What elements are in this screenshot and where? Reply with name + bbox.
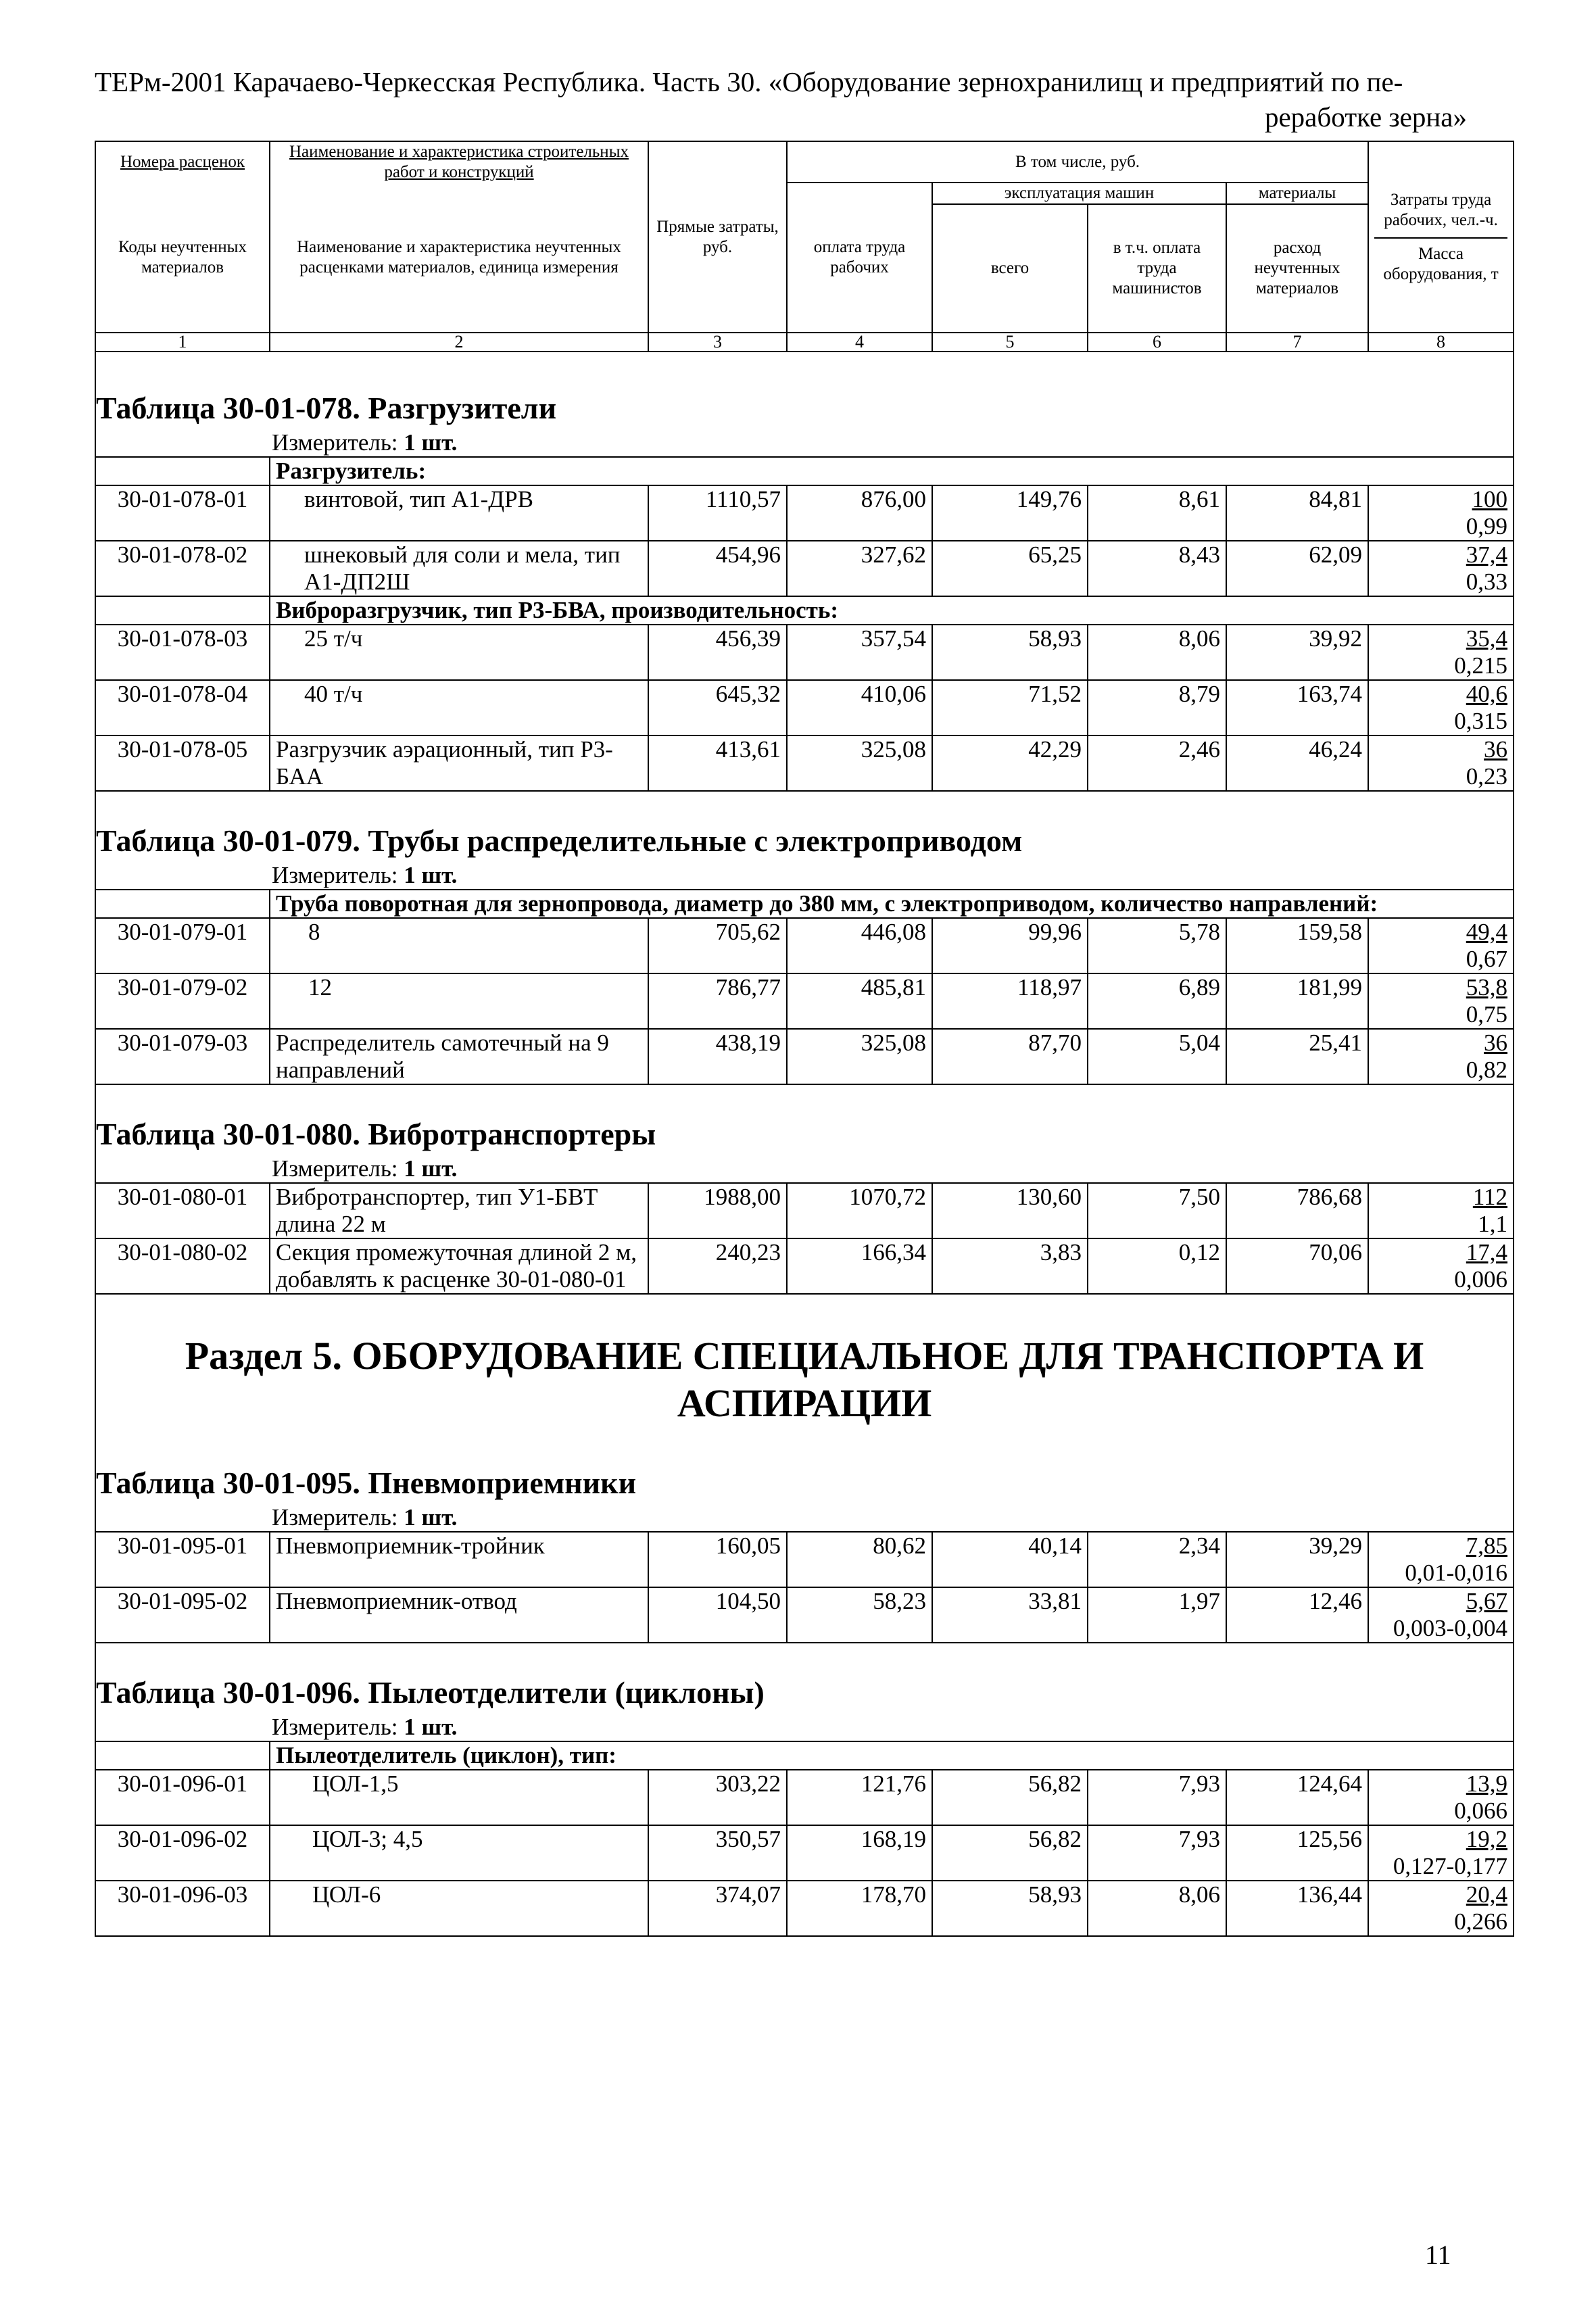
machinist-cost: 2,34 <box>1088 1532 1226 1587</box>
group-label: Труба поворотная для зернопровода, диаметр до 380 мм, с электроприводом, количество направлений: <box>270 890 1514 918</box>
labor-hours: 7,85 <box>1466 1533 1508 1559</box>
measure-unit: 1 шт. <box>404 1155 458 1182</box>
table-row <box>95 1183 1514 1238</box>
equipment-mass: 0,82 <box>1466 1057 1508 1083</box>
material-cost: 786,68 <box>1226 1183 1368 1238</box>
labor-cost: 325,08 <box>787 1029 932 1084</box>
table-row <box>95 1532 1514 1587</box>
rate-code: 30-01-078-05 <box>95 735 270 791</box>
page-header <box>95 64 1467 135</box>
labor-cost: 166,34 <box>787 1238 932 1294</box>
machine-cost: 3,83 <box>932 1238 1088 1294</box>
rate-name: винтовой, тип А1-ДРВ <box>270 485 648 541</box>
col-number: 7 <box>1226 333 1368 352</box>
rate-name: Секция промежуточная длиной 2 м, добавлять к расценке 30-01-080-01 <box>270 1238 648 1294</box>
rate-code: 30-01-079-02 <box>95 973 270 1029</box>
table-title-row <box>95 791 1514 859</box>
material-cost: 70,06 <box>1226 1238 1368 1294</box>
labor-cost: 357,54 <box>787 625 932 680</box>
labor-cost: 58,23 <box>787 1587 932 1643</box>
direct-cost: 454,96 <box>648 541 787 596</box>
equipment-mass: 0,01-0,016 <box>1405 1560 1508 1586</box>
col-5-header: всего <box>932 204 1088 333</box>
col-7-header: расход неучтенных материалов <box>1226 204 1368 333</box>
rate-name: Вибротранспортер, тип У1-БВТ длина 22 м <box>270 1183 648 1238</box>
rate-code: 30-01-078-03 <box>95 625 270 680</box>
material-cost: 181,99 <box>1226 973 1368 1029</box>
labor-cost: 168,19 <box>787 1825 932 1881</box>
direct-cost: 374,07 <box>648 1881 787 1936</box>
col-number: 4 <box>787 333 932 352</box>
direct-cost: 1988,00 <box>648 1183 787 1238</box>
direct-cost: 303,22 <box>648 1770 787 1825</box>
equipment-mass: 0,75 <box>1466 1001 1508 1028</box>
col-2-top: Наименование и характеристика строительных работ и конструкций <box>270 141 648 183</box>
column-numbers-row <box>95 333 1514 352</box>
col-number: 3 <box>648 333 787 352</box>
equipment-mass: 0,003-0,004 <box>1393 1615 1508 1641</box>
machinist-cost: 8,06 <box>1088 625 1226 680</box>
rate-code: 30-01-080-01 <box>95 1183 270 1238</box>
labor-hours: 17,4 <box>1466 1239 1508 1265</box>
equipment-mass: 0,215 <box>1454 652 1508 679</box>
col-1-bottom: Коды неучтенных материалов <box>95 183 270 333</box>
labor-hours: 35,4 <box>1466 625 1508 652</box>
rate-name: Разгрузчик аэрационный, тип Р3-БАА <box>270 735 648 791</box>
table-title: Таблица 30-01-096. Пылеотделители (циклоны) <box>96 1675 765 1710</box>
col-8-bottom: Масса оборудования, т <box>1383 244 1499 283</box>
material-cost: 62,09 <box>1226 541 1368 596</box>
machinist-cost: 7,93 <box>1088 1825 1226 1881</box>
machine-cost: 56,82 <box>932 1770 1088 1825</box>
machinist-cost: 1,97 <box>1088 1587 1226 1643</box>
col-8-header <box>1368 141 1514 333</box>
machinist-cost: 8,61 <box>1088 485 1226 541</box>
table-row <box>95 1029 1514 1084</box>
labor-cost: 121,76 <box>787 1770 932 1825</box>
machine-cost: 42,29 <box>932 735 1088 791</box>
measure-unit: 1 шт. <box>404 429 458 456</box>
col-number: 2 <box>270 333 648 352</box>
materials-header: материалы <box>1226 183 1368 204</box>
machine-cost: 130,60 <box>932 1183 1088 1238</box>
material-cost: 46,24 <box>1226 735 1368 791</box>
labor-mass-cell <box>1368 680 1514 735</box>
machine-cost: 58,93 <box>932 1881 1088 1936</box>
equipment-mass: 1,1 <box>1478 1211 1508 1237</box>
machine-cost: 58,93 <box>932 625 1088 680</box>
rate-code: 30-01-095-01 <box>95 1532 270 1587</box>
equipment-mass: 0,315 <box>1454 708 1508 734</box>
table-row <box>95 1825 1514 1881</box>
labor-cost: 446,08 <box>787 918 932 973</box>
table-title: Таблица 30-01-080. Вибротранспортеры <box>96 1117 656 1151</box>
rate-code: 30-01-080-02 <box>95 1238 270 1294</box>
rate-code: 30-01-096-02 <box>95 1825 270 1881</box>
rate-name: Пневмоприемник-тройник <box>270 1532 648 1587</box>
direct-cost: 160,05 <box>648 1532 787 1587</box>
equipment-mass: 0,99 <box>1466 513 1508 539</box>
machine-cost: 71,52 <box>932 680 1088 735</box>
labor-hours: 19,2 <box>1466 1826 1508 1852</box>
rate-name: шнековый для соли и мела, тип А1-ДП2Ш <box>270 541 648 596</box>
measure-row <box>95 859 1514 890</box>
labor-hours: 40,6 <box>1466 681 1508 707</box>
material-cost: 159,58 <box>1226 918 1368 973</box>
direct-cost: 240,23 <box>648 1238 787 1294</box>
measure-label: Измеритель: <box>272 1155 398 1182</box>
equipment-mass: 0,33 <box>1466 569 1508 595</box>
labor-cost: 325,08 <box>787 735 932 791</box>
table-row <box>95 735 1514 791</box>
machine-cost: 65,25 <box>932 541 1088 596</box>
header-row-2 <box>95 183 1514 204</box>
machinist-cost: 8,79 <box>1088 680 1226 735</box>
equipment-mass: 0,127-0,177 <box>1393 1853 1508 1879</box>
machinist-cost: 6,89 <box>1088 973 1226 1029</box>
group-row <box>95 596 1514 625</box>
labor-mass-cell <box>1368 1770 1514 1825</box>
measure-unit: 1 шт. <box>404 862 458 888</box>
machinist-cost: 5,04 <box>1088 1029 1226 1084</box>
section-title: Раздел 5. ОБОРУДОВАНИЕ СПЕЦИАЛЬНОЕ ДЛЯ ТРАНСПОРТА И АСПИРАЦИИ <box>185 1334 1424 1425</box>
material-cost: 163,74 <box>1226 680 1368 735</box>
group-row <box>95 1741 1514 1770</box>
measure-label: Измеритель: <box>272 1504 398 1530</box>
labor-hours: 36 <box>1484 736 1508 763</box>
machinist-cost: 8,43 <box>1088 541 1226 596</box>
table-row <box>95 625 1514 680</box>
group-label: Виброразгрузчик, тип Р3-БВА, производительность: <box>270 596 1514 625</box>
machine-cost: 149,76 <box>932 485 1088 541</box>
col-1-top: Номера расценок <box>95 141 270 183</box>
labor-cost: 485,81 <box>787 973 932 1029</box>
machines-header: эксплуатация машин <box>932 183 1226 204</box>
labor-mass-cell <box>1368 1238 1514 1294</box>
labor-mass-cell <box>1368 1881 1514 1936</box>
table-row <box>95 541 1514 596</box>
measure-unit: 1 шт. <box>404 1504 458 1530</box>
section-row <box>95 1294 1514 1434</box>
table-title-row <box>95 1434 1514 1501</box>
material-cost: 125,56 <box>1226 1825 1368 1881</box>
material-cost: 39,92 <box>1226 625 1368 680</box>
machinist-cost: 7,93 <box>1088 1770 1226 1825</box>
col-4-header: оплата труда рабочих <box>787 183 932 333</box>
material-cost: 124,64 <box>1226 1770 1368 1825</box>
table-row <box>95 1770 1514 1825</box>
table-title: Таблица 30-01-095. Пневмоприемники <box>96 1466 637 1500</box>
machine-cost: 33,81 <box>932 1587 1088 1643</box>
direct-cost: 104,50 <box>648 1587 787 1643</box>
table-title-row <box>95 1643 1514 1711</box>
rate-name: ЦОЛ-6 <box>270 1881 648 1936</box>
col-3-header: Прямые затраты, руб. <box>648 141 787 333</box>
material-cost: 12,46 <box>1226 1587 1368 1643</box>
rate-code: 30-01-096-03 <box>95 1881 270 1936</box>
measure-label: Измеритель: <box>272 429 398 456</box>
labor-hours: 5,67 <box>1466 1588 1508 1614</box>
rate-code: 30-01-096-01 <box>95 1770 270 1825</box>
rates-table <box>95 141 1514 1937</box>
col-number: 6 <box>1088 333 1226 352</box>
material-cost: 84,81 <box>1226 485 1368 541</box>
machine-cost: 56,82 <box>932 1825 1088 1881</box>
rate-code: 30-01-078-02 <box>95 541 270 596</box>
rate-name: Пневмоприемник-отвод <box>270 1587 648 1643</box>
labor-hours: 53,8 <box>1466 974 1508 1000</box>
col-2-bottom: Наименование и характеристика неучтенных расценками материалов, единица измерения <box>270 183 648 333</box>
header-line2: реработке зерна» <box>1264 101 1467 132</box>
direct-cost: 413,61 <box>648 735 787 791</box>
equipment-mass: 0,006 <box>1454 1266 1508 1293</box>
col-number: 8 <box>1368 333 1514 352</box>
table-title-row <box>95 352 1514 427</box>
labor-hours: 20,4 <box>1466 1881 1508 1908</box>
measure-label: Измеритель: <box>272 862 398 888</box>
table-row <box>95 1587 1514 1643</box>
machinist-cost: 7,50 <box>1088 1183 1226 1238</box>
labor-cost: 876,00 <box>787 485 932 541</box>
table-row <box>95 680 1514 735</box>
material-cost: 25,41 <box>1226 1029 1368 1084</box>
measure-row <box>95 1153 1514 1183</box>
rate-code: 30-01-095-02 <box>95 1587 270 1643</box>
col-6-header: в т.ч. оплата труда машинистов <box>1088 204 1226 333</box>
group-label: Пылеотделитель (циклон), тип: <box>270 1741 1514 1770</box>
labor-hours: 49,4 <box>1466 919 1508 945</box>
measure-label: Измеритель: <box>272 1714 398 1740</box>
rate-code: 30-01-078-01 <box>95 485 270 541</box>
labor-mass-cell <box>1368 1183 1514 1238</box>
measure-unit: 1 шт. <box>404 1714 458 1740</box>
machinist-cost: 5,78 <box>1088 918 1226 973</box>
labor-mass-cell <box>1368 541 1514 596</box>
direct-cost: 438,19 <box>648 1029 787 1084</box>
labor-hours: 13,9 <box>1466 1770 1508 1797</box>
labor-mass-cell <box>1368 1587 1514 1643</box>
rate-code: 30-01-079-01 <box>95 918 270 973</box>
table-row <box>95 485 1514 541</box>
col-number: 5 <box>932 333 1088 352</box>
table-title: Таблица 30-01-078. Разгрузители <box>96 391 557 425</box>
page-number: 11 <box>1425 2240 1451 2270</box>
machinist-cost: 2,46 <box>1088 735 1226 791</box>
equipment-mass: 0,23 <box>1466 763 1508 790</box>
labor-hours: 112 <box>1472 1184 1508 1210</box>
material-cost: 136,44 <box>1226 1881 1368 1936</box>
direct-cost: 350,57 <box>648 1825 787 1881</box>
equipment-mass: 0,67 <box>1466 946 1508 972</box>
rate-name: 8 <box>270 918 648 973</box>
direct-cost: 456,39 <box>648 625 787 680</box>
labor-mass-cell <box>1368 1825 1514 1881</box>
material-cost: 39,29 <box>1226 1532 1368 1587</box>
labor-hours: 37,4 <box>1466 541 1508 568</box>
table-row <box>95 1881 1514 1936</box>
rate-name: ЦОЛ-1,5 <box>270 1770 648 1825</box>
table-title: Таблица 30-01-079. Трубы распределительные с электроприводом <box>96 823 1023 858</box>
rate-name: 40 т/ч <box>270 680 648 735</box>
direct-cost: 705,62 <box>648 918 787 973</box>
rate-code: 30-01-078-04 <box>95 680 270 735</box>
header-row-1 <box>95 141 1514 183</box>
equipment-mass: 0,266 <box>1454 1908 1508 1935</box>
measure-row <box>95 1501 1514 1532</box>
machine-cost: 99,96 <box>932 918 1088 973</box>
table-row <box>95 1238 1514 1294</box>
rate-code: 30-01-079-03 <box>95 1029 270 1084</box>
group-label: Разгрузитель: <box>270 457 1514 485</box>
group-row <box>95 890 1514 918</box>
rate-name: ЦОЛ-3; 4,5 <box>270 1825 648 1881</box>
table-title-row <box>95 1084 1514 1153</box>
labor-cost: 80,62 <box>787 1532 932 1587</box>
labor-mass-cell <box>1368 1029 1514 1084</box>
labor-mass-cell <box>1368 918 1514 973</box>
labor-hours: 36 <box>1484 1030 1508 1056</box>
labor-cost: 178,70 <box>787 1881 932 1936</box>
labor-cost: 327,62 <box>787 541 932 596</box>
measure-row <box>95 1711 1514 1741</box>
equipment-mass: 0,066 <box>1454 1798 1508 1824</box>
labor-mass-cell <box>1368 735 1514 791</box>
labor-hours: 100 <box>1472 486 1508 512</box>
machine-cost: 87,70 <box>932 1029 1088 1084</box>
incl-header: В том числе, руб. <box>787 141 1368 183</box>
group-row <box>95 457 1514 485</box>
measure-row <box>95 427 1514 457</box>
rate-name: Распределитель самотечный на 9 направлений <box>270 1029 648 1084</box>
machinist-cost: 8,06 <box>1088 1881 1226 1936</box>
labor-cost: 1070,72 <box>787 1183 932 1238</box>
col-number: 1 <box>95 333 270 352</box>
labor-mass-cell <box>1368 625 1514 680</box>
labor-mass-cell <box>1368 1532 1514 1587</box>
machine-cost: 118,97 <box>932 973 1088 1029</box>
direct-cost: 786,77 <box>648 973 787 1029</box>
header-line1: ТЕРм-2001 Карачаево-Черкесская Республика. Часть 30. «Оборудование зернохранилищ и предприятий по пе- <box>95 66 1403 97</box>
col-8-top: Затраты труда рабочих, чел.-ч. <box>1384 190 1498 229</box>
machine-cost: 40,14 <box>932 1532 1088 1587</box>
rate-name: 12 <box>270 973 648 1029</box>
direct-cost: 1110,57 <box>648 485 787 541</box>
labor-mass-cell <box>1368 973 1514 1029</box>
machinist-cost: 0,12 <box>1088 1238 1226 1294</box>
direct-cost: 645,32 <box>648 680 787 735</box>
table-row <box>95 918 1514 973</box>
labor-cost: 410,06 <box>787 680 932 735</box>
labor-mass-cell <box>1368 485 1514 541</box>
table-row <box>95 973 1514 1029</box>
rate-name: 25 т/ч <box>270 625 648 680</box>
